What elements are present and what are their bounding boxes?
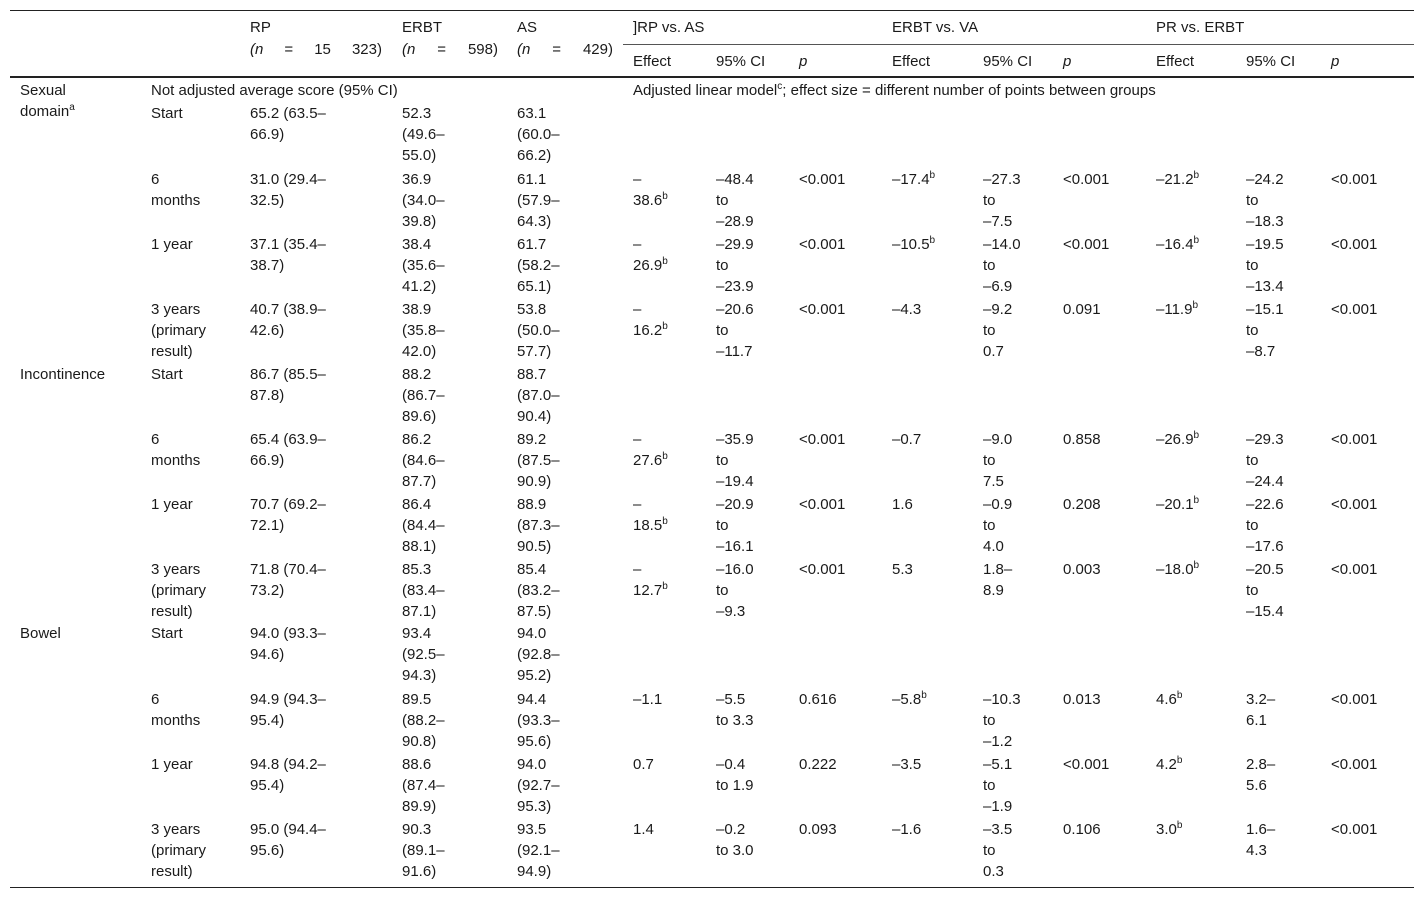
cell-e3: –26.9$^b$ — [1156, 430, 1200, 448]
col-rp-label: RP — [250, 19, 271, 36]
col-erbt-n-1: = — [437, 41, 447, 58]
cell-erbt: 90.3 (89.1– 91.6) — [402, 821, 445, 880]
cell-erbt: 85.3 (83.4– 87.1) — [402, 561, 445, 620]
col-erbt-n-2: 598) — [467, 41, 498, 58]
cell-rp: 65.2 (63.5– 66.9) — [250, 105, 326, 143]
col-rp-n — [250, 39, 382, 60]
cell-as: 94.0 (92.7– 95.3) — [517, 756, 560, 815]
cell-p1: <0.001 — [799, 561, 846, 578]
cell-ci1: –16.0 to –9.3 — [716, 561, 754, 620]
cell-rp: 37.1 (35.4– 38.7) — [250, 236, 326, 274]
cell-time: 6 months — [151, 691, 201, 729]
cell-p2: 0.003 — [1063, 561, 1101, 578]
cell-e3: 4.6$^b$ — [1156, 690, 1183, 708]
cell-e3: –20.1$^b$ — [1156, 495, 1200, 513]
group-erbt-vs-va: ERBT vs. VA — [892, 19, 979, 36]
cell-p3: <0.001 — [1331, 821, 1378, 838]
cell-p3: <0.001 — [1331, 301, 1378, 318]
cell-ci2: –0.9 to 4.0 — [983, 496, 1013, 555]
cell-e2: –0.7 — [892, 431, 922, 448]
cell-time: 3 years (primary result) — [151, 561, 206, 620]
cell-e1: – 27.6$^b$ — [633, 431, 668, 469]
cell-as: 61.1 (57.9– 64.3) — [517, 171, 560, 230]
cell-erbt: 93.4 (92.5– 94.3) — [402, 625, 445, 684]
cell-e3: 3.0$^b$ — [1156, 820, 1183, 838]
cell-as: 85.4 (83.2– 87.5) — [517, 561, 560, 620]
cell-as: 88.9 (87.3– 90.5) — [517, 496, 560, 555]
cell-erbt: 86.2 (84.6– 87.7) — [402, 431, 445, 490]
sub-p-1: p — [799, 53, 808, 70]
cell-p1: 0.616 — [799, 691, 837, 708]
cell-rp: 86.7 (85.5– 87.8) — [250, 366, 326, 404]
cell-time: 1 year — [151, 496, 193, 513]
cell-rp: 94.0 (93.3– 94.6) — [250, 625, 326, 663]
cell-rp: 31.0 (29.4– 32.5) — [250, 171, 326, 209]
cell-p1: <0.001 — [799, 236, 846, 253]
sub-p-3: p — [1331, 53, 1340, 70]
cell-e1: – 18.5$^b$ — [633, 496, 668, 534]
cell-as: 63.1 (60.0– 66.2) — [517, 105, 560, 164]
cell-time: Start — [151, 366, 183, 383]
col-erbt-n-0: (n — [402, 41, 416, 58]
cell-ci1: –48.4 to –28.9 — [716, 171, 754, 230]
cell-rp: 95.0 (94.4– 95.6) — [250, 821, 326, 859]
cell-ci3: 3.2– 6.1 — [1246, 691, 1276, 729]
cell-p2: 0.208 — [1063, 496, 1101, 513]
cell-p2: <0.001 — [1063, 236, 1110, 253]
col-erbt-n — [402, 39, 498, 60]
cell-e1: 1.4 — [633, 821, 654, 838]
cell-erbt: 89.5 (88.2– 90.8) — [402, 691, 445, 750]
cell-rp: 70.7 (69.2– 72.1) — [250, 496, 326, 534]
cell-ci3: –15.1 to –8.7 — [1246, 301, 1284, 360]
cell-e2: –10.5$^b$ — [892, 235, 936, 253]
cell-p3: <0.001 — [1331, 756, 1378, 773]
cell-p2: 0.013 — [1063, 691, 1101, 708]
sub-effect-2: Effect — [892, 53, 931, 70]
cell-e1: 0.7 — [633, 756, 654, 773]
col-rp-n-1: = — [284, 41, 294, 58]
sub-p-2: p — [1063, 53, 1072, 70]
cell-ci3: 2.8– 5.6 — [1246, 756, 1276, 794]
cell-p2: 0.091 — [1063, 301, 1101, 318]
cell-erbt: 36.9 (34.0– 39.8) — [402, 171, 445, 230]
cell-ci2: 1.8– 8.9 — [983, 561, 1013, 599]
cell-ci3: –24.2 to –18.3 — [1246, 171, 1284, 230]
cell-e2: –4.3 — [892, 301, 922, 318]
cell-as: 53.8 (50.0– 57.7) — [517, 301, 560, 360]
col-as-n-0: (n — [517, 41, 531, 58]
cell-e2: –1.6 — [892, 821, 922, 838]
cell-p3: <0.001 — [1331, 691, 1378, 708]
cell-ci3: 1.6– 4.3 — [1246, 821, 1276, 859]
cell-ci2: –3.5 to 0.3 — [983, 821, 1013, 880]
cell-ci1: –20.6 to –11.7 — [716, 301, 754, 360]
cell-p2: <0.001 — [1063, 756, 1110, 773]
cell-time: 3 years (primary result) — [151, 301, 206, 360]
cell-time: 6 months — [151, 431, 201, 469]
cell-e3: –16.4$^b$ — [1156, 235, 1200, 253]
sub-ci-1: 95% CI — [716, 53, 766, 70]
col-erbt-label: ERBT — [402, 19, 443, 36]
cell-e3: –11.9$^b$ — [1156, 300, 1198, 318]
cell-erbt: 52.3 (49.6– 55.0) — [402, 105, 445, 164]
col-as-n-2: 429) — [582, 41, 613, 58]
cell-ci1: –20.9 to –16.1 — [716, 496, 754, 555]
sub-effect-3: Effect — [1156, 53, 1195, 70]
cell-ci1: –35.9 to –19.4 — [716, 431, 754, 490]
cell-e1: – 12.7$^b$ — [633, 561, 668, 599]
cell-erbt: 38.9 (35.8– 42.0) — [402, 301, 445, 360]
cell-e3: –21.2$^b$ — [1156, 170, 1200, 188]
cell-as: 94.4 (93.3– 95.6) — [517, 691, 560, 750]
cell-ci2: –9.0 to 7.5 — [983, 431, 1013, 490]
cell-p2: <0.001 — [1063, 171, 1110, 188]
cell-time: 1 year — [151, 236, 193, 253]
header-rule — [10, 76, 1414, 78]
cell-p1: 0.093 — [799, 821, 837, 838]
cell-rp: 40.7 (38.9– 42.6) — [250, 301, 326, 339]
cell-p2: 0.858 — [1063, 431, 1101, 448]
domain-bowel: Bowel — [20, 625, 61, 642]
sub-ci-2: 95% CI — [983, 53, 1033, 70]
cell-rp: 65.4 (63.9– 66.9) — [250, 431, 326, 469]
col-as-n — [517, 39, 613, 60]
cell-e2: 1.6 — [892, 496, 913, 513]
cell-rp: 71.8 (70.4– 73.2) — [250, 561, 326, 599]
domain-sexual: Sexual domain$^a$ — [20, 82, 75, 120]
adjusted-note: Adjusted linear model$^c$; effect size = different number of points between groups — [633, 81, 1156, 99]
col-rp-n-2: 15 — [314, 41, 331, 58]
cell-p1: <0.001 — [799, 301, 846, 318]
group-pr-vs-erbt: PR vs. ERBT — [1156, 19, 1245, 36]
cell-p1: 0.222 — [799, 756, 837, 773]
group-rp-vs-as: ]RP vs. AS — [633, 19, 705, 36]
col-as-label: AS — [517, 19, 538, 36]
cell-ci1: –0.4 to 1.9 — [716, 756, 754, 794]
cell-time: 3 years (primary result) — [151, 821, 206, 880]
cell-p3: <0.001 — [1331, 431, 1378, 448]
cell-rp: 94.9 (94.3– 95.4) — [250, 691, 326, 729]
cell-rp: 94.8 (94.2– 95.4) — [250, 756, 326, 794]
cell-ci3: –19.5 to –13.4 — [1246, 236, 1284, 295]
sub-effect-1: Effect — [633, 53, 672, 70]
cell-as: 89.2 (87.5– 90.9) — [517, 431, 560, 490]
cell-erbt: 88.2 (86.7– 89.6) — [402, 366, 445, 425]
group-underline — [623, 44, 1414, 45]
cell-p1: <0.001 — [799, 496, 846, 513]
cell-as: 94.0 (92.8– 95.2) — [517, 625, 560, 684]
cell-p3: <0.001 — [1331, 236, 1378, 253]
cell-ci3: –20.5 to –15.4 — [1246, 561, 1284, 620]
cell-ci2: –14.0 to –6.9 — [983, 236, 1021, 295]
cell-p3: <0.001 — [1331, 171, 1378, 188]
sub-ci-3: 95% CI — [1246, 53, 1296, 70]
cell-time: Start — [151, 105, 183, 122]
cell-p1: <0.001 — [799, 171, 846, 188]
col-as-n-1: = — [552, 41, 562, 58]
cell-erbt: 88.6 (87.4– 89.9) — [402, 756, 445, 815]
cell-time: 1 year — [151, 756, 193, 773]
cell-as: 93.5 (92.1– 94.9) — [517, 821, 560, 880]
cell-e2: 5.3 — [892, 561, 913, 578]
cell-p3: <0.001 — [1331, 496, 1378, 513]
cell-ci2: –10.3 to –1.2 — [983, 691, 1021, 750]
unadjusted-note: Not adjusted average score (95% CI) — [151, 82, 398, 99]
cell-ci3: –22.6 to –17.6 — [1246, 496, 1284, 555]
cell-e1: – 16.2$^b$ — [633, 301, 668, 339]
cell-ci1: –0.2 to 3.0 — [716, 821, 754, 859]
cell-p2: 0.106 — [1063, 821, 1101, 838]
results-table — [10, 10, 1414, 888]
cell-p3: <0.001 — [1331, 561, 1378, 578]
col-rp-n-0: (n — [250, 41, 264, 58]
cell-p1: <0.001 — [799, 431, 846, 448]
cell-e1: –1.1 — [633, 691, 663, 708]
cell-e2: –17.4$^b$ — [892, 170, 936, 188]
cell-ci2: –27.3 to –7.5 — [983, 171, 1021, 230]
cell-ci2: –5.1 to –1.9 — [983, 756, 1013, 815]
cell-as: 88.7 (87.0– 90.4) — [517, 366, 560, 425]
cell-ci1: –5.5 to 3.3 — [716, 691, 754, 729]
cell-e1: – 38.6$^b$ — [633, 171, 668, 209]
cell-time: 6 months — [151, 171, 201, 209]
cell-ci1: –29.9 to –23.9 — [716, 236, 754, 295]
cell-erbt: 38.4 (35.6– 41.2) — [402, 236, 445, 295]
cell-time: Start — [151, 625, 183, 642]
col-rp-n-3: 323) — [351, 41, 382, 58]
cell-ci2: –9.2 to 0.7 — [983, 301, 1013, 360]
cell-ci3: –29.3 to –24.4 — [1246, 431, 1284, 490]
cell-e3: 4.2$^b$ — [1156, 755, 1183, 773]
cell-e2: –5.8$^b$ — [892, 690, 927, 708]
cell-as: 61.7 (58.2– 65.1) — [517, 236, 560, 295]
cell-e1: – 26.9$^b$ — [633, 236, 668, 274]
cell-e3: –18.0$^b$ — [1156, 560, 1200, 578]
cell-erbt: 86.4 (84.4– 88.1) — [402, 496, 445, 555]
domain-incontinence: Incontinence — [20, 366, 106, 383]
cell-e2: –3.5 — [892, 756, 922, 773]
